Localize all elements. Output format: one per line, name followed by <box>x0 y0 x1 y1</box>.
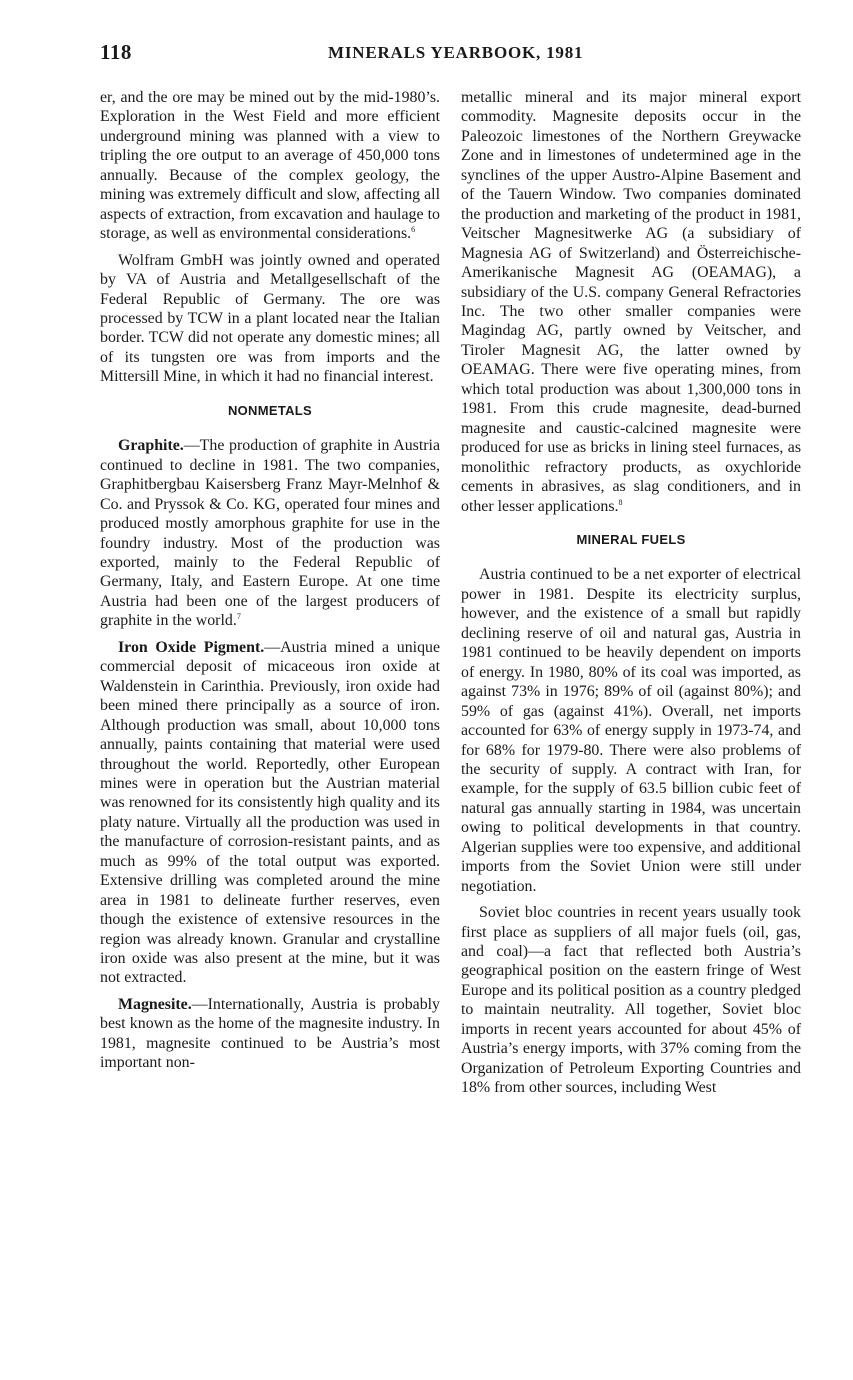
paragraph-text: —Austria mined a unique commercial deposit of micaceous iron oxide at Waldenstein in Carinthia. Previously, iron oxide had been mined there principally as a source of iron. Although production was small, about 10,000 tons annually, paints containing that material were used throughout the world. Reportedly, other European mines were in operation but the Austrian material was renowned for its consistently high quality and its platy nature. Virtually all the production was used in the manufacture of corrosion-resistant paints, and as much as 99% of the total output was exported. Extensive drilling was completed around the mine area in 1981 to delineate further reserves, even though the existence of extensive resources in the region was already known. Granular and crystalline iron oxide was also present at the mine, but it was not extracted. <box>100 638 441 987</box>
paragraph-soviet-bloc: Soviet bloc countries in recent years usually took first place as suppliers of all major fuels (oil, gas, and coal)—a fact that reflected both Austria’s geographical position on the eastern fringe of West Europe and its political position as a country pledged to maintain neutrality. All together, Soviet bloc imports in recent years accounted for about 45% of Austria’s energy imports, with 37% coming from the Organization of Petroleum Exporting Countries and 18% from other sources, including West <box>461 904 801 1097</box>
paragraph-text: metallic mineral and its major mineral export commodity. Magnesite deposits occur in the Paleozoic limestones of the Northern Greywacke Zone and in limestones of undetermined age in the synclines of the upper Austro-Alpine Basement and of the Tauern Window. Two companies dominated the production and marketing of the product in 1981, Veitscher Magnesitwerke AG (a subsidiary of Magnesia AG of Switzerland) and Österreichische-Amerikanische Magnesit AG (OEAMAG), a subsidiary of the U.S. company General Refractories Inc. The two other smaller companies were Magindag AG, partly owned by Veitscher, and Tiroler Magnesit AG, the latter owned by OEAMAG. There were five operating mines, from which total production was about 1,300,000 tons in 1981. From this crude magnesite, dead-burned magnesite and caustic-calcined magnesite were produced for use as bricks in lining steel furnaces, as monolithic refractory products, as oxychloride cements in abrasives, as slag conditioners, and in other lesser applications. <box>461 89 801 515</box>
right-column <box>461 88 801 1098</box>
runin-heading-graphite: Graphite. <box>118 437 184 455</box>
section-heading-nonmetals: NONMETALS <box>227 402 313 418</box>
running-title: MINERALS YEARBOOK, 1981 <box>328 43 584 62</box>
paragraph-wolfram: Wolfram GmbH was jointly owned and operated by VA of Austria and Metallgesellschaft of the Federal Republic of Germany. The ore was processed by TCW in a plant located near the Italian border. TCW did not operate any domestic mines; all of its tungsten ore was from imports and the Mittersill Mine, in which it had no financial interest. <box>100 251 440 386</box>
paragraph-text: —The production of graphite in Austria continued to decline in 1981. The two companies, Graphitbergbau Kaisersberg Franz Mayr-Melnhof & Co. and Pryssok & Co. KG, operated four mines and produced mostly amorphous graphite for use in the foundry industry. Most of the production was exported, mainly to the Federal Republic of Germany, Italy, and Eastern Europe. At one time Austria had been one of the largest producers of graphite in the world. <box>100 437 440 630</box>
footnote-ref: 7 <box>236 612 241 622</box>
paragraph-magnesite <box>100 995 440 1073</box>
section-heading-mineral-fuels: MINERAL FUELS <box>576 531 686 547</box>
paragraph-text: er, and the ore may be mined out by the mid-1980’s. Exploration in the West Field and more efficient underground mining was planned with a view to tripling the ore output to an average of 450,000 tons annually. Because of the complex geology, the mining was extremely difficult and slow, affecting all aspects of extraction, from excavation and haulage to storage, as well as environmental considerations. <box>100 89 440 243</box>
paragraph-text: —Internationally, Austria is probably best known as the home of the magnesite industry. In 1981, magnesite continued to be Austria’s most important non- <box>100 995 440 1072</box>
paragraph-magnesite-continued <box>461 88 801 516</box>
runin-heading-iron-oxide: Iron Oxide Pigment. <box>118 638 265 656</box>
left-column <box>100 88 440 1073</box>
runin-heading-magnesite: Magnesite. <box>118 995 192 1013</box>
paragraph-energy-imports: Austria continued to be a net exporter of electrical power in 1981. Despite its electricity surplus, however, and the existence of a small but rapidly declining reserve of oil and natural gas, Austria in 1981 continued to be heavily dependent on imports of energy. In 1980, 80% of its coal was imported, as against 73% in 1976; 89% of oil (against 80%); and 59% of gas (against 41%). Overall, net imports accounted for 63% of energy supply in 1973-74, and for 68% for 1979-80. There were also problems of the security of supply. A contract with Iran, for example, for the supply of 63.5 billion cubic feet of natural gas annually starting in 1984, was uncertain owing to political developments in that country. Algerian supplies were too expensive, and additional imports from the Soviet Union were still under negotiation. <box>461 566 801 895</box>
paragraph-iron-oxide <box>100 638 440 988</box>
paragraph-tungsten-mining <box>100 88 440 244</box>
paragraph-graphite <box>100 436 440 631</box>
page-number: 118 <box>100 40 132 64</box>
footnote-ref: 6 <box>411 225 416 235</box>
footnote-ref: 8 <box>618 497 623 507</box>
